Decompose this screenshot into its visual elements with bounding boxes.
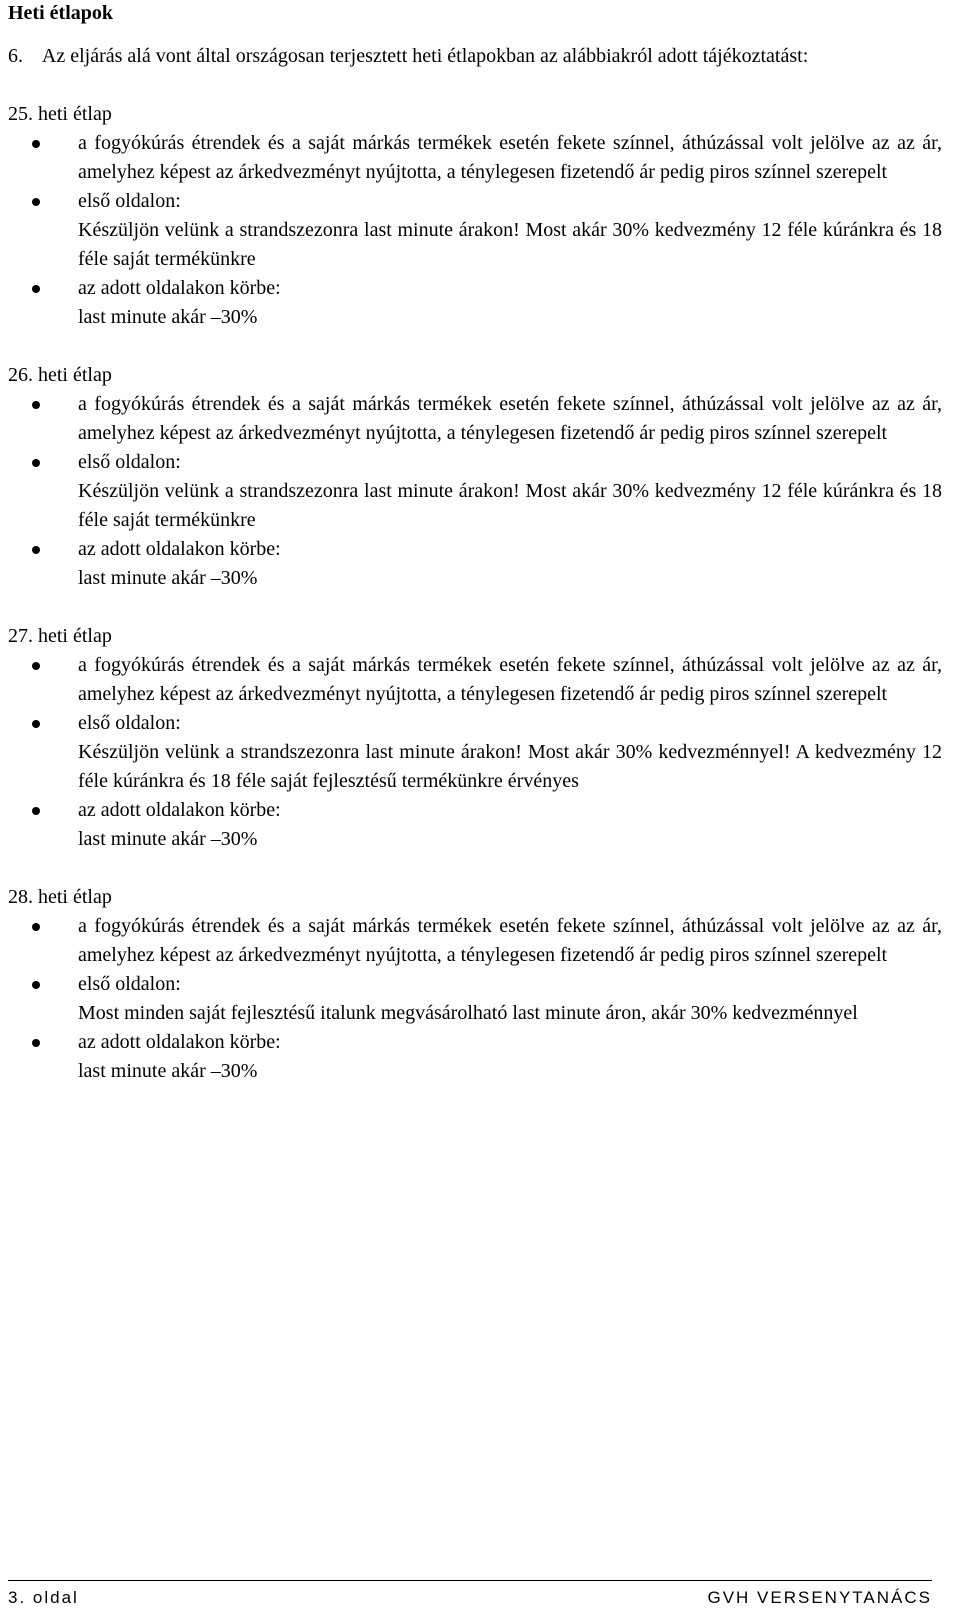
bullet-page-border bbox=[8, 1028, 942, 1057]
week-heading: 27. heti étlap bbox=[8, 625, 112, 647]
week-bullet-list bbox=[8, 912, 942, 999]
bullet-label: az adott oldalakon körbe: bbox=[78, 1031, 281, 1053]
bullet-page-border bbox=[8, 274, 942, 303]
bullet-front-page bbox=[8, 970, 942, 999]
week-bullet-list bbox=[8, 796, 942, 825]
bullet-price-marking: a fogyókúrás étrendek és a saját márkás termékek esetén fekete színnel, áthúzással volt jelölve az az ár, amelyhez képest az árkedvezményt nyújtotta, a ténylegesen fizetendő ár pedig piros színnel szerepelt bbox=[8, 129, 942, 187]
page-border-quote: last minute akár –30% bbox=[78, 1060, 258, 1082]
bullet-price-marking: a fogyókúrás étrendek és a saját márkás termékek esetén fekete színnel, áthúzással volt jelölve az az ár, amelyhez képest az árkedvezményt nyújtotta, a ténylegesen fizetendő ár pedig piros színnel szerepelt bbox=[8, 390, 942, 448]
week-section-28 bbox=[8, 883, 942, 1086]
front-page-quote: Készüljön velünk a strandszezonra last minute árakon! Most akár 30% kedvezménnyel! A kedvezmény 12 féle kúránkra és 18 féle saját fejlesztésű termékünkre érvényes bbox=[78, 741, 942, 792]
bullet-price-marking: a fogyókúrás étrendek és a saját márkás termékek esetén fekete színnel, áthúzással volt jelölve az az ár, amelyhez képest az árkedvezményt nyújtotta, a ténylegesen fizetendő ár pedig piros színnel szerepelt bbox=[8, 651, 942, 709]
bullet-label: az adott oldalakon körbe: bbox=[78, 277, 281, 299]
front-page-quote: Készüljön velünk a strandszezonra last minute árakon! Most akár 30% kedvezmény 12 féle kúránkra és 18 féle saját termékünkre bbox=[78, 480, 942, 531]
week-bullet-list bbox=[8, 390, 942, 477]
page-number: 3. oldal bbox=[8, 1588, 79, 1607]
bullet-label: első oldalon: bbox=[78, 451, 181, 473]
bullet-label: első oldalon: bbox=[78, 190, 181, 212]
intro-text: Az eljárás alá vont által országosan terjesztett heti étlapokban az alábbiakról adott tájékoztatást: bbox=[41, 45, 809, 67]
page-border-quote: last minute akár –30% bbox=[78, 567, 258, 589]
week-section-25 bbox=[8, 100, 942, 332]
bullet-label: első oldalon: bbox=[78, 973, 181, 995]
bullet-page-border bbox=[8, 796, 942, 825]
bullet-label: első oldalon: bbox=[78, 712, 181, 734]
week-section-26 bbox=[8, 361, 942, 593]
bullet-front-page bbox=[8, 448, 942, 477]
page-border-quote: last minute akár –30% bbox=[78, 306, 258, 328]
week-bullet-list bbox=[8, 129, 942, 216]
bullet-front-page bbox=[8, 709, 942, 738]
bullet-label: az adott oldalakon körbe: bbox=[78, 538, 281, 560]
footer-organization: GVH VERSENYTANÁCS bbox=[707, 1588, 932, 1607]
week-heading: 28. heti étlap bbox=[8, 886, 112, 908]
week-heading: 26. heti étlap bbox=[8, 364, 112, 386]
week-heading: 25. heti étlap bbox=[8, 103, 112, 125]
week-section-27 bbox=[8, 622, 942, 854]
week-bullet-list bbox=[8, 1028, 942, 1057]
page-border-quote: last minute akár –30% bbox=[78, 828, 258, 850]
bullet-front-page bbox=[8, 187, 942, 216]
intro-paragraph bbox=[8, 42, 942, 71]
page-footer bbox=[8, 1580, 932, 1607]
document-page bbox=[8, 0, 942, 1086]
bullet-price-marking: a fogyókúrás étrendek és a saját márkás termékek esetén fekete színnel, áthúzással volt jelölve az az ár, amelyhez képest az árkedvezményt nyújtotta, a ténylegesen fizetendő ár pedig piros színnel szerepelt bbox=[8, 912, 942, 970]
front-page-quote: Készüljön velünk a strandszezonra last minute árakon! Most akár 30% kedvezmény 12 féle kúránkra és 18 féle saját termékünkre bbox=[78, 219, 942, 270]
week-bullet-list bbox=[8, 651, 942, 738]
document-title: Heti étlapok bbox=[8, 2, 113, 24]
front-page-quote: Most minden saját fejlesztésű italunk megvásárolható last minute áron, akár 30% kedvezménnyel bbox=[78, 1002, 858, 1024]
bullet-label: az adott oldalakon körbe: bbox=[78, 799, 281, 821]
week-bullet-list bbox=[8, 274, 942, 303]
intro-number: 6. bbox=[8, 45, 23, 67]
week-bullet-list bbox=[8, 535, 942, 564]
bullet-page-border bbox=[8, 535, 942, 564]
